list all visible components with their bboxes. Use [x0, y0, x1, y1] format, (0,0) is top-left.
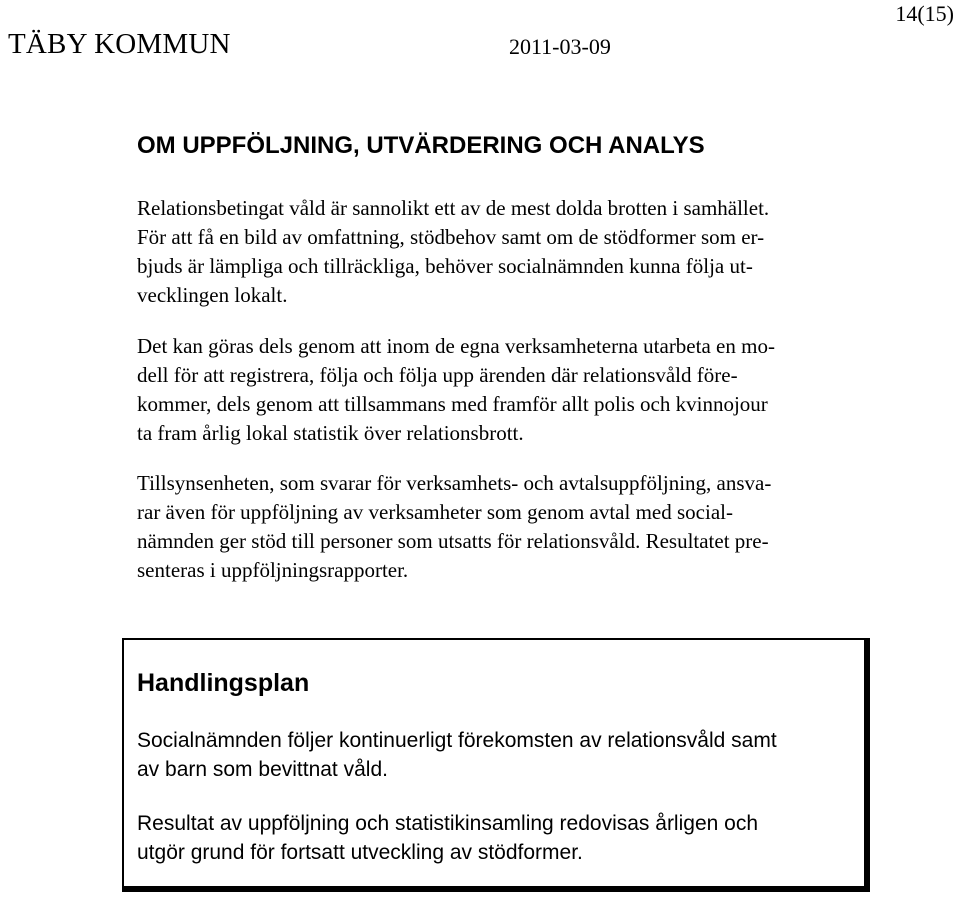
- paragraph-line: Relationsbetingat våld är sannolikt ett av de mest dolda brotten i samhället.: [137, 196, 770, 220]
- paragraph-line: För att få en bild av omfattning, stödbehov samt om de stödformer som er-: [137, 225, 765, 249]
- paragraph-line: ta fram årlig lokal statistik över relationsbrott.: [137, 421, 524, 445]
- paragraph-line: nämnden ger stöd till personer som utsatts för relationsvåld. Resultatet pre-: [137, 529, 769, 553]
- paragraph-line: av barn som bevittnat våld.: [137, 758, 388, 781]
- page-number: 14(15): [895, 1, 954, 26]
- action-plan-title: Handlingsplan: [137, 669, 310, 697]
- paragraph-line: bjuds är lämpliga och tillräckliga, behöver socialnämnden kunna följa ut-: [137, 254, 753, 278]
- paragraph-line: Det kan göras dels genom att inom de egna verksamheterna utarbeta en mo-: [137, 334, 775, 358]
- paragraph-line: utgör grund för fortsatt utveckling av stödformer.: [137, 841, 583, 864]
- body-paragraph: [137, 469, 877, 585]
- paragraph-line: kommer, dels genom att tillsammans med framför allt polis och kvinnojour: [137, 392, 768, 416]
- paragraph-line: dell för att registrera, följa och följa upp ärenden där relationsvåld före-: [137, 363, 738, 387]
- section-title: OM UPPFÖLJNING, UTVÄRDERING OCH ANALYS: [137, 132, 705, 159]
- paragraph-line: vecklingen lokalt.: [137, 283, 288, 307]
- paragraph-line: Socialnämnden följer kontinuerligt förekomsten av relationsvåld samt: [137, 729, 777, 752]
- action-plan-paragraph: [137, 726, 777, 784]
- paragraph-line: senteras i uppföljningsrapporter.: [137, 558, 409, 582]
- organization-name: TÄBY KOMMUN: [8, 28, 231, 60]
- body-paragraph: [137, 194, 877, 310]
- body-paragraph: [137, 332, 877, 448]
- action-plan-paragraph: [137, 809, 758, 867]
- paragraph-line: rar även för uppföljning av verksamheter som genom avtal med social-: [137, 500, 733, 524]
- paragraph-line: Resultat av uppföljning och statistikinsamling redovisas årligen och: [137, 812, 758, 835]
- paragraph-line: Tillsynsenheten, som svarar för verksamhets- och avtalsuppföljning, ansva-: [137, 471, 772, 495]
- document-date: 2011-03-09: [509, 34, 611, 59]
